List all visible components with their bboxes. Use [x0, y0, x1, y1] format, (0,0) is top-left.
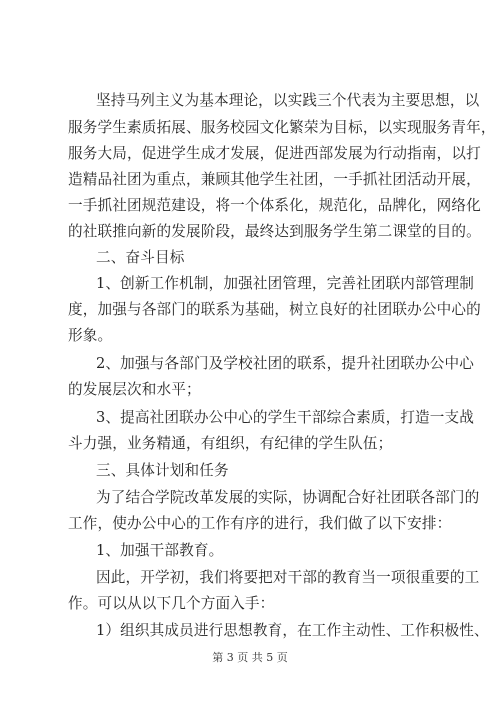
paragraph-line: 的社联推向新的发展阶段，最终达到服务学生第二课堂的目的。	[68, 223, 481, 240]
page-footer: 第 3 页 共 5 页	[212, 651, 288, 664]
paragraph-line: 度，加强与各部门的联系为基础，树立良好的社团联办公中心的	[68, 301, 481, 318]
paragraph-line: 3、提高社团联办公中心的学生干部综合素质，打造一支战	[96, 409, 475, 426]
paragraph-line: 工作，使办公中心的工作有序的进行，我们做了以下安排：	[68, 515, 452, 532]
paragraph-line: 造精品社团为重点，兼顾其他学生社团，一手抓社团活动开展，	[68, 171, 481, 188]
paragraph-line: 为了结合学院改革发展的实际，协调配合好社团联各部门的	[96, 489, 480, 506]
paragraph-line: 形象。	[68, 327, 113, 344]
paragraph-line: 2、加强与各部门及学校社团的联系，提升社团联办公中心	[96, 355, 475, 372]
paragraph-line: 1）组织其成员进行思想教育，在工作主动性、工作积极性、	[96, 622, 489, 639]
paragraph-line: 1、创新工作机制，加强社团管理，完善社团联内部管理制	[96, 275, 475, 292]
paragraph-line: 服务学生素质拓展、服务校园文化繁荣为目标，以实现服务青年，	[68, 119, 496, 136]
section-heading: 二、奋斗目标	[96, 249, 185, 266]
paragraph-line: 1、加强干部教育。	[96, 542, 224, 559]
paragraph-line: 一手抓社团规范建设，将一个体系化，规范化，品牌化，网络化	[68, 197, 481, 214]
paragraph-line: 的发展层次和水平；	[68, 381, 201, 398]
section-heading: 三、具体计划和任务	[96, 462, 229, 479]
paragraph-line: 服务大局，促进学生成才发展，促进西部发展为行动指南，以打	[68, 145, 481, 162]
paragraph-line: 坚持马列主义为基本理论，以实践三个代表为主要思想，以	[96, 92, 480, 109]
paragraph-line: 因此，开学初，我们将要把对干部的教育当一项很重要的工	[96, 569, 480, 586]
paragraph-line: 作。可以从以下几个方面入手：	[68, 595, 275, 612]
paragraph-line: 斗力强，业务精通，有组织，有纪律的学生队伍；	[68, 435, 393, 452]
